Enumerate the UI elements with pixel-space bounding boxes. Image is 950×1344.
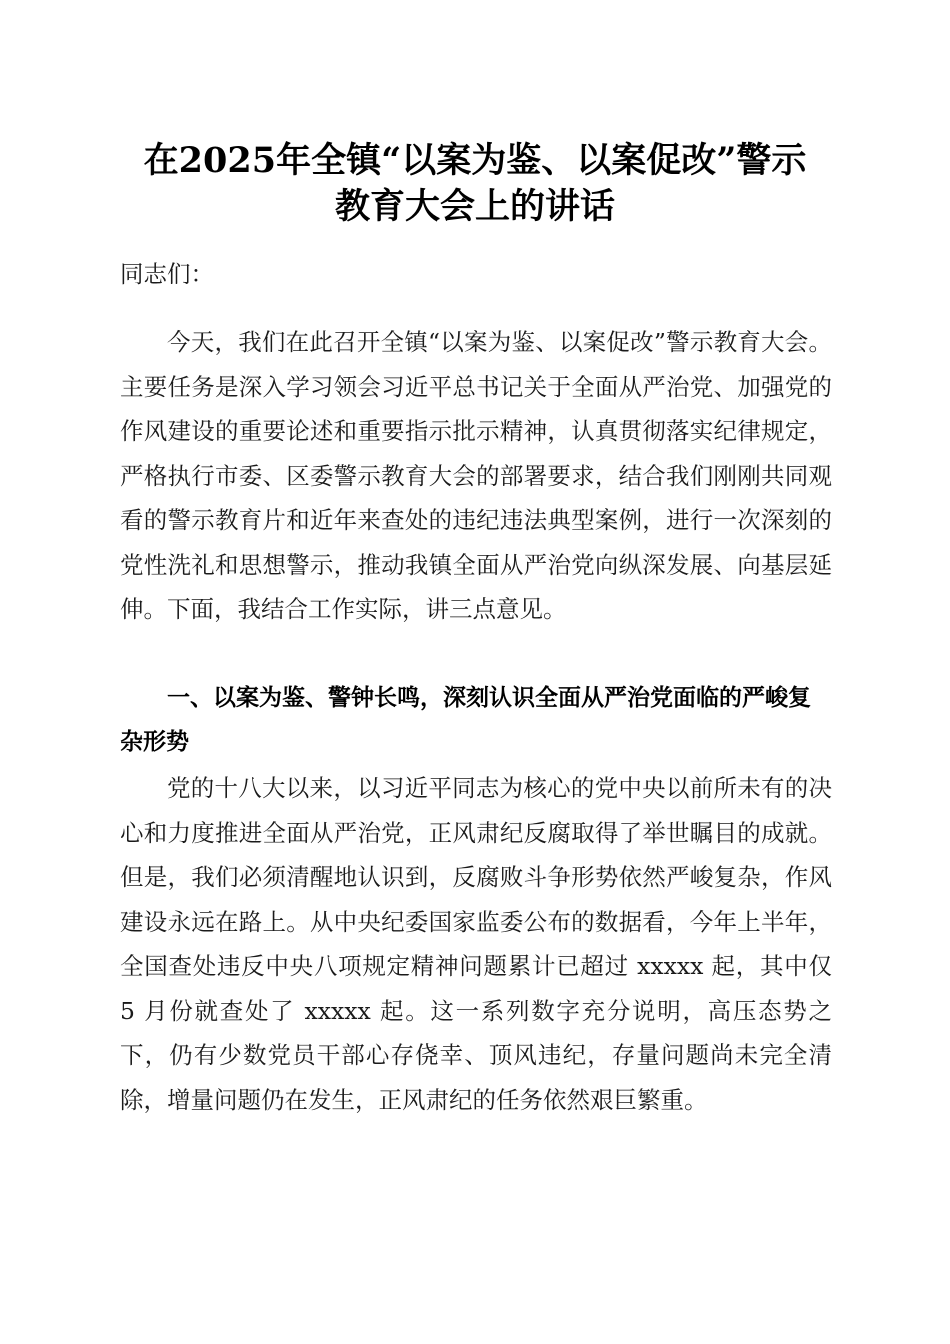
document-title-line-2: 教育大会上的讲话 (334, 186, 615, 227)
document-title-line-1: 在2025年全镇“以案为鉴、以案促改”警示 (143, 140, 807, 181)
section-heading-1: 一、以案为鉴、警钟长鸣，深刻认识全面从严治党面临的严峻复杂形势 (120, 685, 811, 755)
salutation: 同志们： (120, 260, 214, 288)
paragraph-section-1: 党的十八大以来，以习近平同志为核心的党中央以前所未有的决心和力度推进全面从严治党，正风肃纪反腐取得了举世瞩目的成就。但是，我们必须清醒地认识到，反腐败斗争形势依然严峻复杂，作风建设永远在路上。从中央纪委国家监委公布的数据看，今年上半年，全国查处违反中央八项规定精神问题累计已超过 xxxxx 起，其中仅 5 月份就查处了 xxxxx 起。这一系列数字充分说明，高压态势之下，仍有少数党员干部心存侥幸、顶风违纪，存量问题尚未完全清除，增量问题仍在发生，正风肃纪的任务依然艰巨繁重。 (120, 774, 832, 1114)
paragraph-intro: 今天，我们在此召开全镇“以案为鉴、以案促改”警示教育大会。主要任务是深入学习领会习近平总书记关于全面从严治党、加强党的作风建设的重要论述和重要指示批示精神，认真贯彻落实纪律规定，严格执行市委、区委警示教育大会的部署要求，结合我们刚刚共同观看的警示教育片和近年来查处的违纪违法典型案例，进行一次深刻的党性洗礼和思想警示，推动我镇全面从严治党向纵深发展、向基层延伸。下面，我结合工作实际，讲三点意见。 (120, 328, 832, 623)
